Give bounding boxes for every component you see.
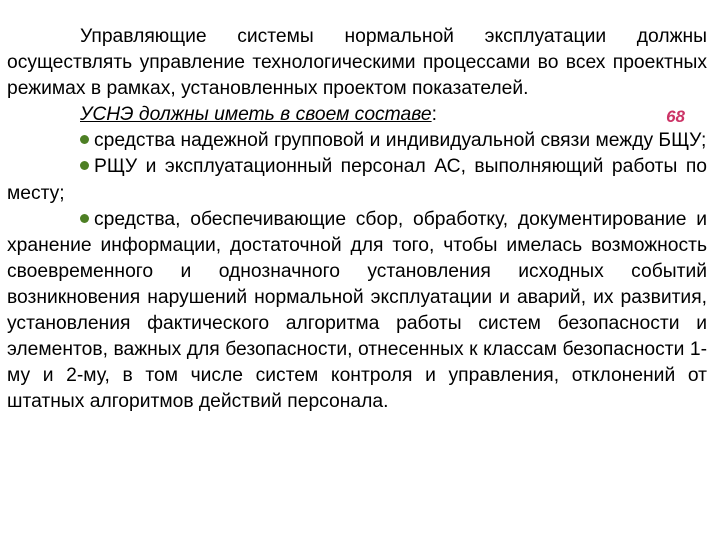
section-heading-line xyxy=(7,102,707,128)
page-number: 68 xyxy=(666,107,685,127)
bullet-text: средства надежной групповой и индивидуальной связи между БЩУ; xyxy=(94,130,707,152)
bullet-text: средства, обеспечивающие сбор, обработку, документирование и хранение информации, достаточной для того, чтобы имелась возможность своевременного и однозначного установления исходных событий возникновения нарушений нормальной эксплуатации и аварий, их развития, установления фактического алгоритма работы систем безопасности и элементов, важных для безопасности, отнесенных к классам безопасности 1-му и 2-му, в том числе систем контроля и управления, отклонений от штатных алгоритмов действий персонала. xyxy=(7,208,707,413)
bullet-item xyxy=(7,128,707,154)
bullet-text: РЩУ и эксплуатационный персонал АС, выполняющий работы по месту; xyxy=(7,156,707,204)
body-text xyxy=(7,24,707,415)
bullet-item xyxy=(7,154,707,206)
bullet-dot-icon xyxy=(80,135,89,144)
intro-paragraph: Управляющие системы нормальной эксплуатации должны осуществлять управление технологическими процессами во всех проектных режимах в рамках, установленных проектом показателей. xyxy=(7,26,707,100)
bullet-dot-icon xyxy=(80,214,89,223)
section-heading-colon: : xyxy=(431,104,437,126)
bullet-item xyxy=(7,207,707,416)
bullet-dot-icon xyxy=(80,161,89,170)
section-heading xyxy=(80,104,432,125)
section-heading-text: УСНЭ должны иметь в своем составе xyxy=(80,104,432,126)
